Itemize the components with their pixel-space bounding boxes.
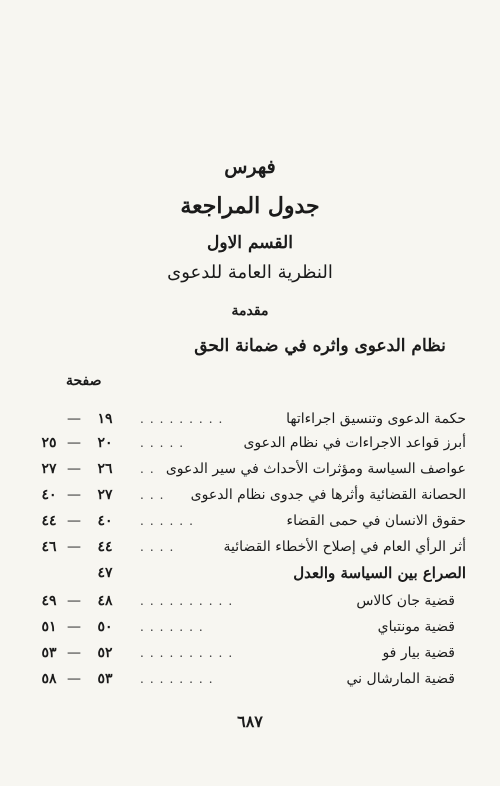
toc-row — [0, 668, 500, 692]
page-range-dash: — — [67, 461, 81, 477]
dot-leader: ....... — [140, 620, 209, 634]
page-start: ١٩ — [97, 411, 113, 427]
toc-row — [0, 408, 500, 432]
page-start: ٤٤ — [97, 539, 113, 555]
review-table-heading: جدول المراجعة — [180, 193, 320, 219]
page-range-dash: — — [67, 619, 81, 635]
page-end: ٥٣ — [41, 645, 57, 661]
general-theory-heading: النظرية العامة للدعوى — [167, 262, 333, 283]
toc-row — [0, 458, 500, 482]
page-range-dash: — — [67, 539, 81, 555]
page-end: ٢٧ — [41, 461, 57, 477]
dot-leader: ......... — [140, 412, 229, 426]
toc-row — [0, 484, 500, 508]
toc-row — [0, 616, 500, 640]
page-range-dash: — — [67, 411, 81, 427]
page-column-label: صفحة — [66, 373, 102, 389]
dot-leader: ... — [140, 488, 170, 502]
toc-title: قضية جان كالاس — [356, 593, 455, 609]
toc-title: الصراع بين السياسة والعدل — [293, 564, 466, 582]
toc-title: قضية المارشال ني — [346, 671, 455, 687]
page-range-dash: — — [67, 671, 81, 687]
dot-leader: .... — [140, 540, 180, 554]
toc-title: أبرز قواعد الاجراءات في نظام الدعوى — [243, 435, 466, 451]
part-one-heading: القسم الاول — [207, 233, 293, 253]
page-end: ٥١ — [41, 619, 57, 635]
page-range-dash: — — [67, 593, 81, 609]
toc-title: حكمة الدعوى وتنسيق اجراءاتها — [286, 411, 466, 427]
page-range-dash: — — [67, 435, 81, 451]
toc-title: قضية مونتباي — [377, 619, 455, 635]
page-end: ٤٦ — [41, 539, 57, 555]
page-start: ٥٣ — [97, 671, 113, 687]
page-range-dash: — — [67, 645, 81, 661]
page-start: ٤٠ — [97, 513, 113, 529]
toc-title: عواصف السياسة ومؤثرات الأحداث في سير الدعوى — [165, 461, 466, 477]
toc-row — [0, 536, 500, 560]
page-start: ٢٠ — [97, 435, 113, 451]
page-end: ٤٩ — [41, 593, 57, 609]
page-start: ٥٢ — [97, 645, 113, 661]
dot-leader: .......... — [140, 646, 239, 660]
page-range-dash: — — [67, 513, 81, 529]
toc-row — [0, 562, 500, 586]
dot-leader: .. — [140, 462, 160, 476]
page-end: ٥٨ — [41, 671, 57, 687]
introduction-heading: مقدمة — [231, 303, 269, 319]
dot-leader: .......... — [140, 594, 239, 608]
toc-row — [0, 432, 500, 456]
page-number: ٦٨٧ — [237, 712, 263, 731]
toc-title: قضية بيار فو — [382, 645, 455, 661]
toc-row — [0, 510, 500, 534]
toc-title: الحصانة القضائية وأثرها في جدوى نظام الدعوى — [190, 487, 466, 503]
page-start: ٢٧ — [97, 487, 113, 503]
chapter-heading: نظام الدعوى واثره في ضمانة الحق — [194, 336, 446, 356]
dot-leader: ...... — [140, 514, 199, 528]
page-end: ٤٤ — [41, 513, 57, 529]
toc-row — [0, 590, 500, 614]
index-heading: فهرس — [224, 156, 276, 178]
page-end: ٤٠ — [41, 487, 57, 503]
page-start: ٢٦ — [97, 461, 113, 477]
page-start: ٥٠ — [97, 619, 113, 635]
toc-title: أثر الرأي العام في إصلاح الأخطاء القضائية — [223, 539, 466, 555]
dot-leader: ........ — [140, 672, 219, 686]
toc-title: حقوق الانسان في حمى القضاء — [286, 513, 466, 529]
page-end: ٢٥ — [41, 435, 57, 451]
page-start: ٤٧ — [97, 565, 113, 581]
toc-row — [0, 642, 500, 666]
page-range-dash: — — [67, 487, 81, 503]
page-start: ٤٨ — [97, 593, 113, 609]
dot-leader: ..... — [140, 436, 190, 450]
